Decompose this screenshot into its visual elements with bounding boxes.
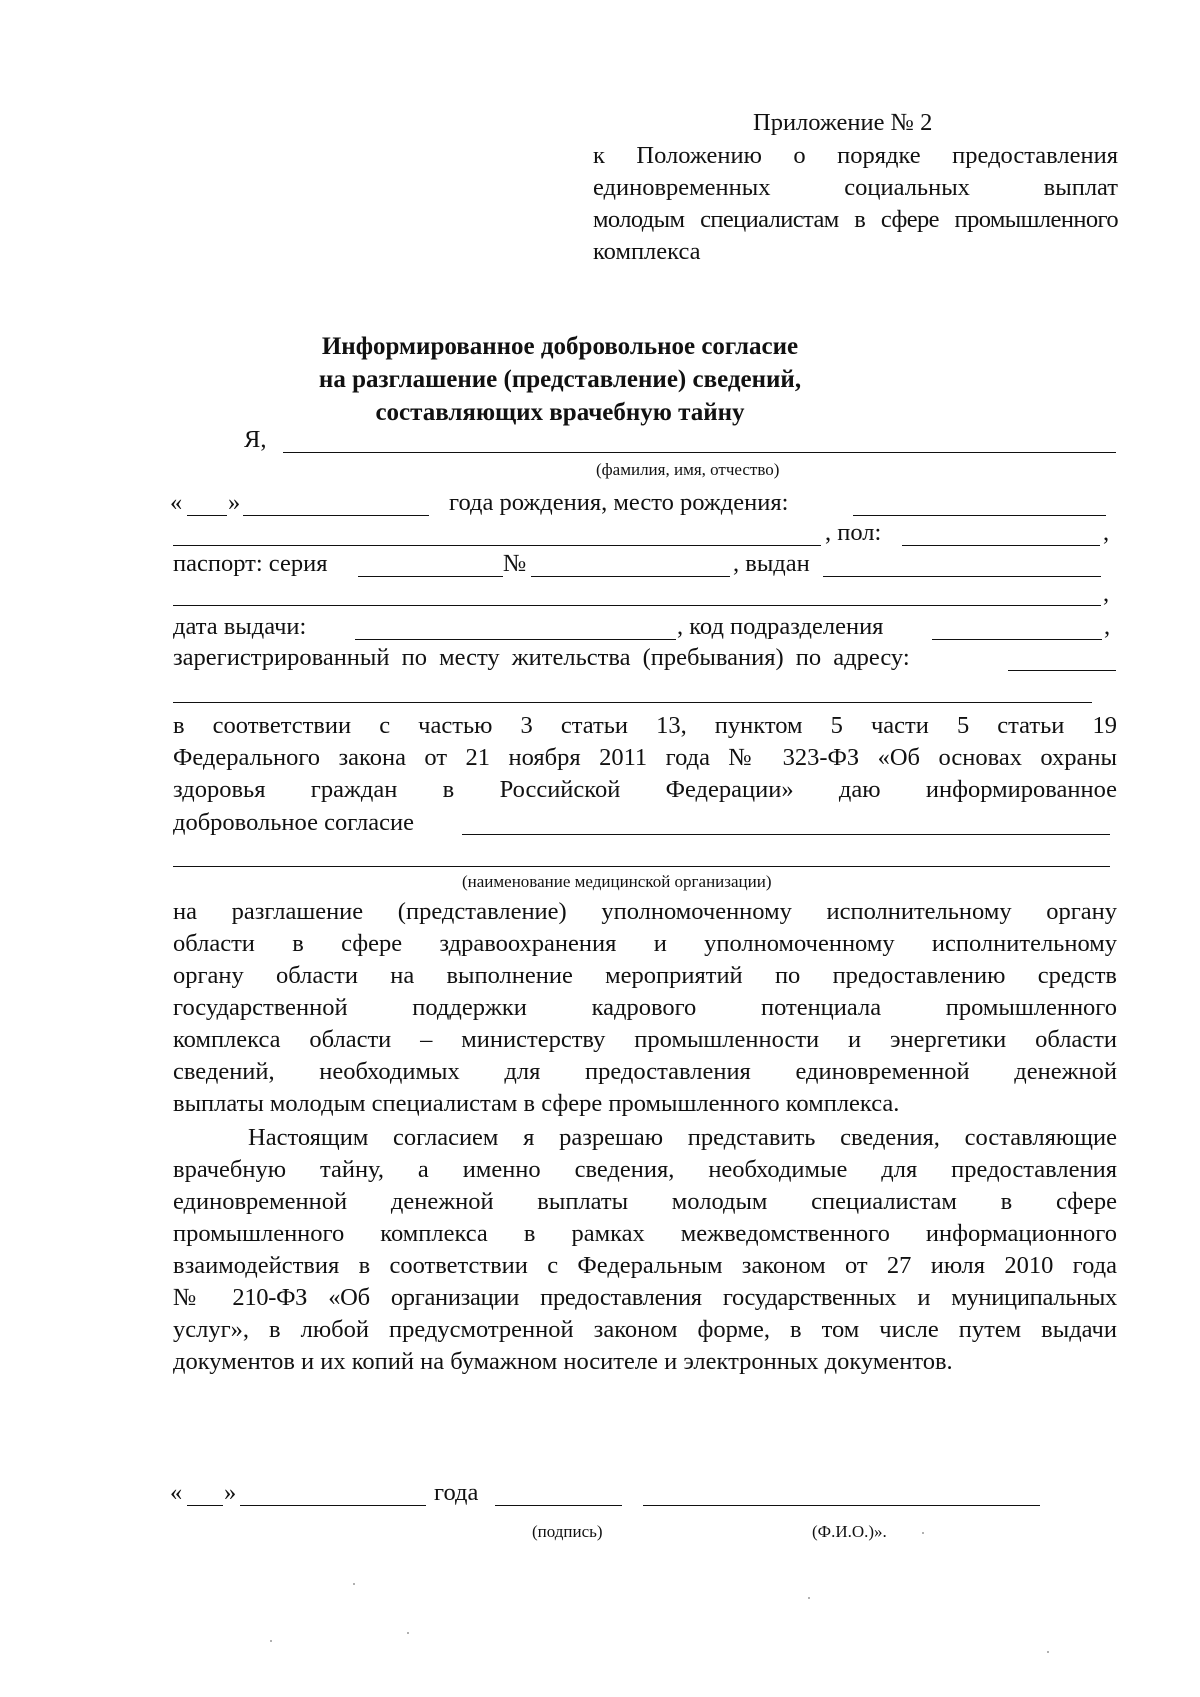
scan-speck	[808, 1597, 810, 1599]
paragraph-line: области в сфере здравоохранения и уполномоченному исполнительному	[173, 930, 1117, 957]
appendix-line: молодым специалистам в сфере промышленного	[593, 206, 1118, 233]
address-field[interactable]	[1008, 670, 1116, 671]
gender-field[interactable]	[902, 545, 1100, 546]
birth-day-field[interactable]	[187, 515, 227, 516]
signature-field[interactable]	[495, 1505, 622, 1506]
issue-date-label: дата выдачи:	[173, 613, 307, 640]
medical-organization-field[interactable]	[462, 834, 1110, 835]
paragraph-line: услуг», в любой предусмотренной законом форме, в том числе путем выдачи	[173, 1316, 1117, 1343]
quote-open: «	[170, 489, 183, 516]
paragraph-line: Настоящим согласием я разрешаю представить сведения, составляющие	[248, 1124, 1117, 1151]
paragraph-line: государственной поддержки кадрового потенциала промышленного	[173, 994, 1117, 1021]
scan-speck	[353, 1583, 355, 1585]
appendix-number: Приложение № 2	[753, 109, 933, 136]
scan-speck	[407, 1632, 409, 1634]
passport-number-field[interactable]	[531, 576, 730, 577]
disclosure-paragraph	[173, 896, 1117, 1120]
comma: ,	[1103, 580, 1110, 607]
paragraph-line: единовременной денежной выплаты молодым специалистам в сфере	[173, 1188, 1117, 1215]
signature-quote-close: »	[224, 1479, 237, 1506]
paragraph-line: выплаты молодым специалистам в сфере промышленного комплекса.	[173, 1090, 900, 1117]
birth-month-year-field[interactable]	[243, 515, 429, 516]
passport-series-label: паспорт: серия	[173, 550, 328, 577]
signature-fio-field[interactable]	[643, 1505, 1040, 1506]
registered-address-label: зарегистрированный по месту жительства (пребывания) по адресу:	[173, 644, 910, 671]
paragraph-line: в соответствии с частью 3 статьи 13, пунктом 5 части 5 статьи 19	[173, 712, 1117, 739]
issued-by-continued-field[interactable]	[173, 605, 1101, 606]
comma: ,	[1103, 519, 1110, 546]
year-label: года	[434, 1479, 479, 1506]
issued-by-field[interactable]	[823, 576, 1101, 577]
department-code-field[interactable]	[932, 639, 1102, 640]
pol-label: , пол:	[825, 519, 882, 546]
paragraph-line: здоровья граждан в Российской Федерации» даю информированное	[173, 776, 1117, 803]
fio-caption: (фамилия, имя, отчество)	[596, 460, 780, 479]
medical-organization-continued-field[interactable]	[173, 866, 1110, 867]
organization-caption: (наименование медицинской организации)	[462, 872, 772, 891]
signature-fio-caption: (Ф.И.О.)».	[812, 1522, 887, 1541]
consent-scope-paragraph	[173, 1122, 1117, 1378]
address-continued-field[interactable]	[173, 702, 1092, 703]
legal-basis-paragraph	[173, 710, 1117, 806]
paragraph-line: № 210-ФЗ «Об организации предоставления государственных и муниципальных	[173, 1284, 1117, 1311]
paragraph-line: на разглашение (представление) уполномоченному исполнительному органу	[173, 898, 1117, 925]
paragraph-line: органу области на выполнение мероприятий по предоставлению средств	[173, 962, 1117, 989]
appendix-line: единовременных социальных выплат	[593, 174, 1118, 201]
paragraph-line: Федерального закона от 21 ноября 2011 года № 323-ФЗ «Об основах охраны	[173, 744, 1117, 771]
consent-start: добровольное согласие	[173, 809, 414, 836]
scan-speck	[270, 1640, 272, 1642]
fio-field[interactable]	[283, 452, 1116, 453]
appendix-line: комплекса	[593, 238, 701, 265]
signature-caption: (подпись)	[532, 1522, 603, 1541]
birth-text: года рождения, место рождения:	[449, 489, 789, 516]
document-title	[250, 330, 870, 429]
title-line: составляющих врачебную тайну	[375, 399, 745, 426]
paragraph-line: комплекса области – министерству промышленности и энергетики области	[173, 1026, 1117, 1053]
scan-speck	[922, 1532, 924, 1534]
signature-day-field[interactable]	[187, 1505, 223, 1506]
paragraph-line: сведений, необходимых для предоставления единовременной денежной	[173, 1058, 1117, 1085]
passport-series-field[interactable]	[358, 576, 503, 577]
ya-label: Я,	[244, 426, 267, 453]
paragraph-line: промышленного комплекса в рамках межведомственного информационного	[173, 1220, 1117, 1247]
issue-date-field[interactable]	[355, 639, 676, 640]
title-line: на разглашение (представление) сведений,	[318, 366, 802, 393]
quote-close: »	[228, 489, 241, 516]
appendix-line: к Положению о порядке предоставления	[593, 142, 1118, 169]
appendix-reference	[593, 140, 1118, 268]
paragraph-line: врачебную тайну, а именно сведения, необходимые для предоставления	[173, 1156, 1117, 1183]
birthplace-field[interactable]	[853, 515, 1106, 516]
comma: ,	[1104, 613, 1111, 640]
issued-by-label: , выдан	[733, 550, 810, 577]
signature-month-year-field[interactable]	[240, 1505, 426, 1506]
signature-quote-open: «	[170, 1479, 183, 1506]
scan-speck	[1047, 1651, 1049, 1653]
title-line: Информированное добровольное согласие	[321, 333, 799, 360]
paragraph-line: документов и их копий на бумажном носителе и электронных документов.	[173, 1348, 953, 1375]
department-code-label: , код подразделения	[677, 613, 884, 640]
birthplace-continued-field[interactable]	[173, 545, 821, 546]
passport-number-label: №	[503, 550, 527, 577]
paragraph-line: взаимодействия в соответствии с Федеральным законом от 27 июля 2010 года	[173, 1252, 1117, 1279]
